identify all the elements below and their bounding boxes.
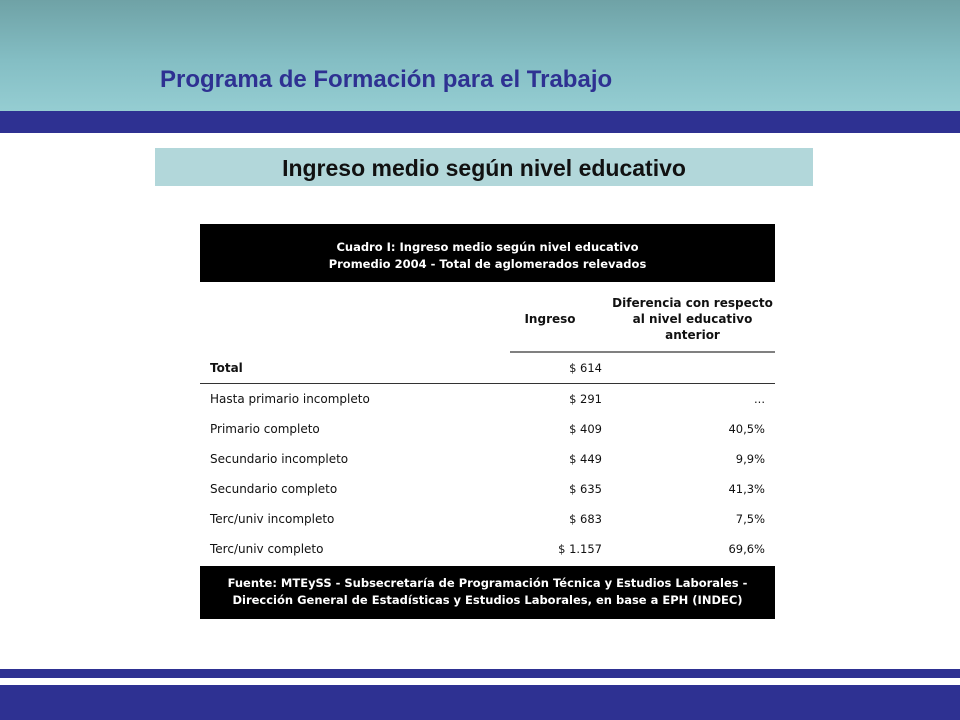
table-row <box>200 384 775 414</box>
table-row-total <box>200 353 775 384</box>
row-diff: 9,9% <box>735 452 765 466</box>
table-caption-line-1: Cuadro I: Ingreso medio según nivel educativo <box>336 240 639 254</box>
row-income: $ 614 <box>569 361 602 375</box>
row-diff: 41,3% <box>728 482 765 496</box>
table-header <box>200 282 775 353</box>
header-band <box>0 0 960 111</box>
row-income: $ 449 <box>569 452 602 466</box>
bottom-bar <box>0 685 960 720</box>
table-caption <box>200 224 775 282</box>
table-caption-line-2: Promedio 2004 - Total de aglomerados relevados <box>328 257 647 271</box>
row-label: Terc/univ incompleto <box>210 512 335 526</box>
row-label: Primario completo <box>210 422 320 436</box>
page-title: Programa de Formación para el Trabajo <box>160 66 613 93</box>
row-income: $ 683 <box>569 512 602 526</box>
column-header-income: Ingreso <box>524 312 576 326</box>
row-income: $ 635 <box>569 482 602 496</box>
section-subtitle: Ingreso medio según nivel educativo <box>282 155 686 181</box>
row-diff: ... <box>754 392 765 406</box>
row-label: Terc/univ completo <box>210 542 324 556</box>
table-row <box>200 474 775 504</box>
row-label: Total <box>210 361 243 375</box>
table-row <box>200 534 775 564</box>
row-label: Secundario completo <box>210 482 338 496</box>
table-row <box>200 414 775 444</box>
table-source-note: Fuente: MTEySS - Subsecretaría de Programación Técnica y Estudios Laborales - Dirección General de Estadísticas y Estudios Laborales, en base a EPH (INDEC) <box>200 566 775 619</box>
bottom-thin-bar <box>0 669 960 678</box>
income-table <box>200 224 775 619</box>
row-diff: 7,5% <box>735 512 765 526</box>
table-row <box>200 444 775 474</box>
row-label: Hasta primario incompleto <box>210 392 370 406</box>
column-header-difference: Diferencia con respecto al nivel educativo anterior <box>612 296 773 342</box>
section-subtitle-box <box>155 148 813 186</box>
row-income: $ 1.157 <box>558 542 602 556</box>
table-row <box>200 504 775 534</box>
row-income: $ 291 <box>569 392 602 406</box>
row-diff: 40,5% <box>728 422 765 436</box>
row-income: $ 409 <box>569 422 602 436</box>
row-diff: 69,6% <box>728 542 765 556</box>
row-label: Secundario incompleto <box>210 452 349 466</box>
top-divider-bar <box>0 111 960 133</box>
